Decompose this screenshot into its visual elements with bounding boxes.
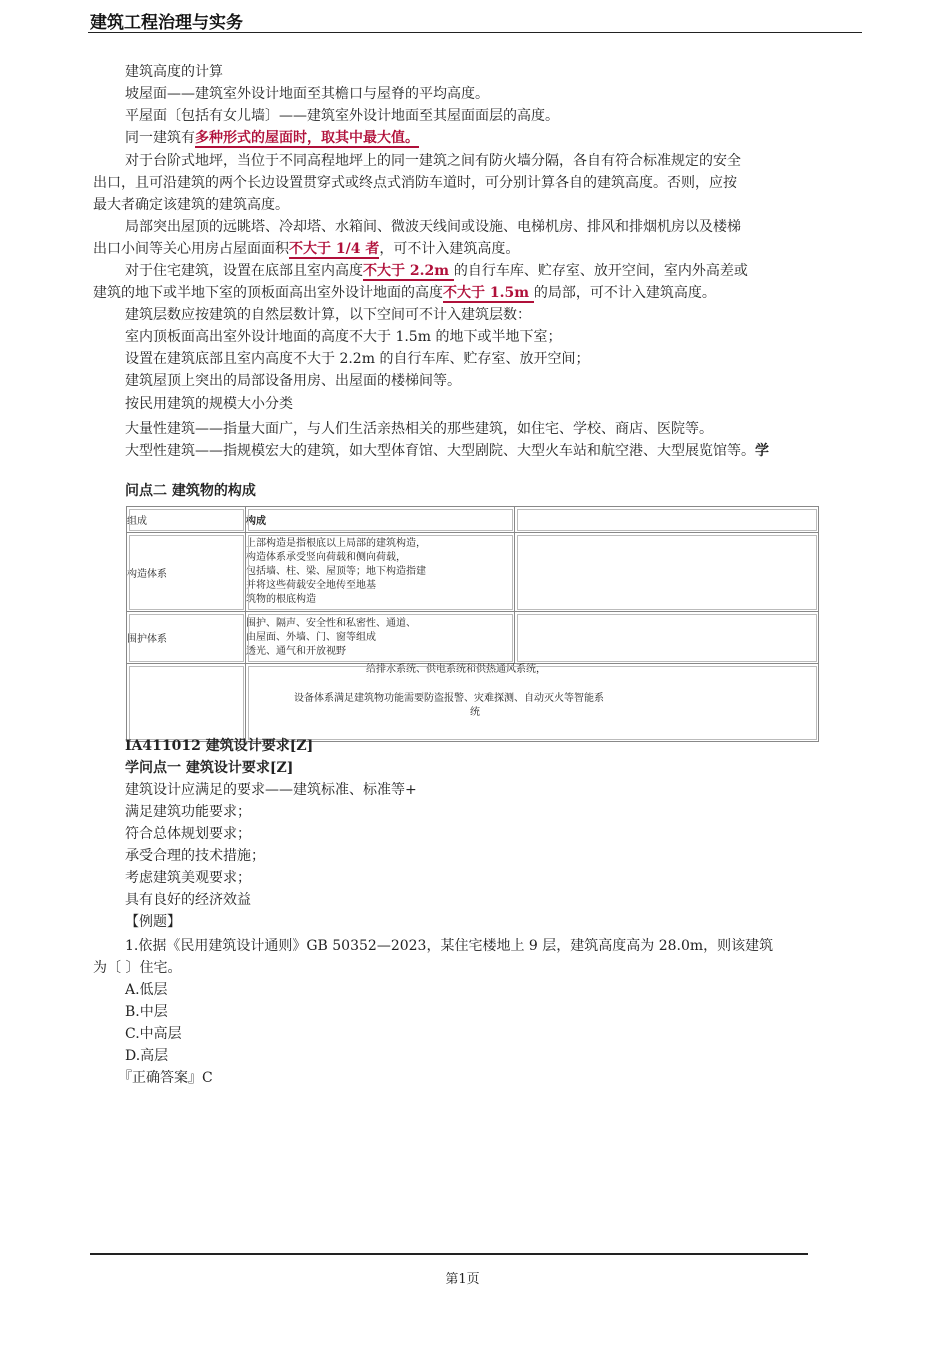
text-line: 考虑建筑美观要求；	[125, 870, 251, 886]
text-line: 建筑设计应满足的要求——建筑标准、标准等+	[125, 782, 417, 798]
text-line: 建筑层数应按建筑的自然层数计算，以下空间可不计入建筑层数：	[125, 307, 531, 323]
table-cell	[246, 533, 515, 612]
table-row	[127, 533, 819, 612]
highlight-text: 多种形式的屋面时，取其中最大值	[195, 130, 405, 146]
option-a: A.低层	[125, 982, 168, 998]
text-line: 平屋面〔包括有女儿墙〕——建筑室外设计地面至其屋面面层的高度。	[125, 108, 559, 124]
section-title: 问点二 建筑物的构成	[125, 483, 256, 499]
option-b: B.中层	[125, 1004, 168, 1020]
section-heading: 学问点一 建筑设计要求[Z]	[125, 760, 294, 776]
table-cell: 围护体系	[127, 612, 246, 664]
answer-text: 『正确答案』C	[118, 1070, 213, 1086]
text-line	[125, 440, 769, 462]
cell-text-line: 构造体系承受竖向荷载和侧向荷载，	[246, 552, 406, 563]
text-span: 大型性建筑——指规模宏大的建筑，如大型体育馆、大型剧院、大型火车站和航空港、大型展览馆等。	[125, 443, 755, 459]
example-tag: 【例题】	[125, 914, 181, 930]
highlight-text: 。	[405, 130, 419, 146]
section-heading: IA411012 建筑设计要求[Z]	[125, 738, 314, 754]
text-span: 对于住宅建筑，设置在底部且室内高度	[125, 263, 363, 279]
table-cell	[246, 664, 819, 742]
text-line: 最大者确定该建筑的建筑高度。	[93, 197, 289, 213]
header-rule	[88, 32, 862, 33]
text-line: 设置在建筑底部且室内高度不大于 2.2m 的自行车库、贮存室、放开空间；	[125, 351, 590, 367]
highlight-text: 不大于 1/4 者	[289, 241, 380, 257]
text-line	[125, 127, 419, 149]
text-span: 学	[755, 443, 769, 459]
text-line: 局部突出屋顶的远眺塔、冷却塔、水箱间、微波天线间或设施、电梯机房、排风和排烟机房以及楼梯	[125, 219, 741, 235]
page-header-title: 建筑工程治理与实务	[90, 13, 243, 33]
text-line: 满足建筑功能要求；	[125, 804, 251, 820]
table-row	[127, 612, 819, 664]
table-row	[127, 664, 819, 742]
table-header-cell	[515, 507, 819, 533]
text-span: 同一建筑有	[125, 130, 195, 146]
cell-text-line: 设备体系满足建筑物功能需要防盗报警、灾难探测、自动灭火等智能系	[294, 693, 604, 704]
text-line: 建筑高度的计算	[125, 64, 223, 80]
text-line: 大量性建筑——指量大面广，与人们生活亲热相关的那些建筑，如住宅、学校、商店、医院等。	[125, 421, 713, 437]
text-line: 承受合理的技术措施；	[125, 848, 265, 864]
text-span: ，可不计入建筑高度。	[379, 241, 520, 257]
text-span: 出口小间等关心用房占屋面面积	[93, 241, 289, 257]
text-line: 坡屋面——建筑室外设计地面至其檐口与屋脊的平均高度。	[125, 86, 489, 102]
building-structure-table	[126, 506, 819, 742]
highlight-text: 不大于 2.2m	[363, 263, 454, 279]
text-span: 建筑的地下或半地下室的顶板面高出室外设计地面的高度	[93, 285, 443, 301]
table-cell	[127, 664, 246, 742]
text-line: 室内顶板面高出室外设计地面的高度不大于 1.5m 的地下或半地下室；	[125, 329, 562, 345]
table-cell	[246, 612, 515, 664]
cell-text-line: 围护、隔声、安全性和私密性、通道、	[246, 617, 416, 629]
table-cell	[515, 612, 819, 664]
cell-text-line: 并将这些荷载安全地传至地基	[246, 580, 376, 591]
highlight-text: 不大于 1.5m	[443, 285, 534, 301]
cell-text-line: 由屋面、外墙、门、窗等组成	[246, 631, 376, 643]
cell-text-line: 给排水系统、供电系统和供热通风系统，	[366, 664, 546, 675]
table-header-cell: 组成	[127, 507, 246, 533]
text-line: 出口，且可沿建筑的两个长边设置贯穿式或终点式消防车道时，可分别计算各自的建筑高度。否则，应按	[93, 175, 737, 191]
text-line	[93, 282, 716, 304]
table-cell: 构造体系	[127, 533, 246, 612]
text-span: 的局部，可不计入建筑高度。	[533, 285, 716, 301]
option-d: D.高层	[125, 1048, 169, 1064]
page-number: 第1页	[445, 1272, 480, 1287]
text-line: 建筑屋顶上突出的局部设备用房、出屋面的楼梯间等。	[125, 373, 461, 389]
table-row	[127, 507, 819, 533]
text-line: 按民用建筑的规模大小分类	[125, 396, 293, 412]
text-line: 对于台阶式地坪，当位于不同高程地坪上的同一建筑之间有防火墙分隔，各自有符合标准规定的安全	[125, 153, 741, 169]
cell-text-line: 上部构造是指根底以上局部的建筑构造，	[246, 538, 426, 549]
footer-rule	[90, 1253, 808, 1255]
text-line	[93, 238, 519, 260]
text-line: 具有良好的经济效益	[125, 892, 251, 908]
text-span: 的自行车库、贮存室、放开空间，室内外高差或	[453, 263, 748, 279]
cell-text-line: 统	[470, 707, 480, 718]
question-text: 为〔 〕住宅。	[93, 960, 182, 976]
text-line: 符合总体规划要求；	[125, 826, 251, 842]
cell-text-line: 包括墙、柱、梁、屋顶等；地下构造指建	[246, 566, 426, 577]
cell-text-line: 透光、通气和开放视野	[246, 645, 346, 657]
option-c: C.中高层	[125, 1026, 182, 1042]
cell-text-line: 筑物的根底构造	[246, 594, 316, 605]
table-cell	[515, 533, 819, 612]
question-text: 1.依据《民用建筑设计通则》GB 50352—2023，某住宅楼地上 9 层，建筑高度高为 28.0m，则该建筑	[125, 938, 774, 954]
text-line	[125, 260, 748, 282]
table-header-cell: 构成	[246, 507, 515, 533]
